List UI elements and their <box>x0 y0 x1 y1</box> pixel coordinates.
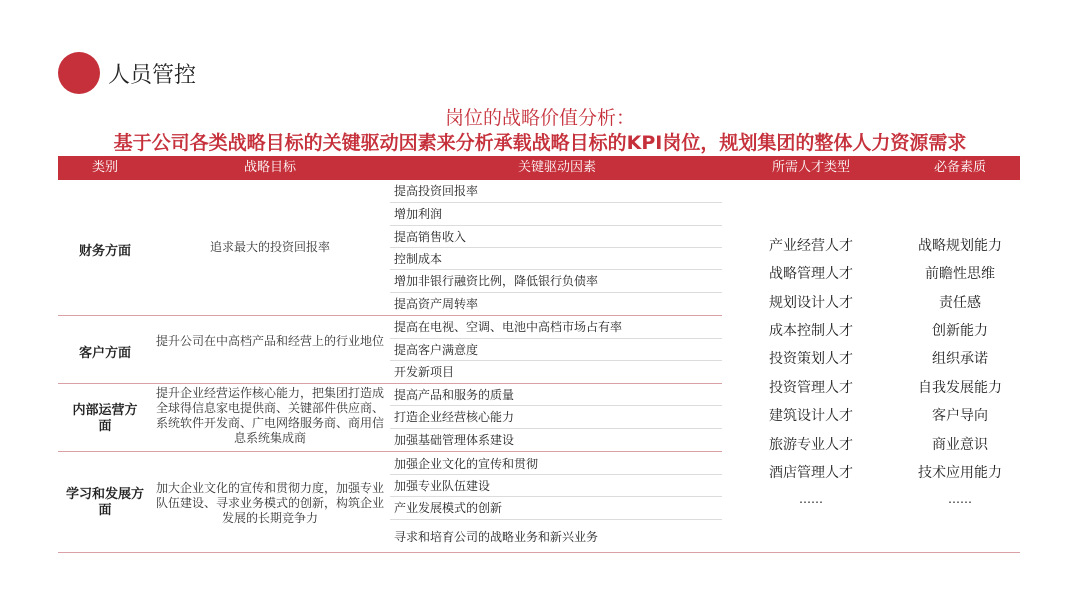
driver-item: 加强基础管理体系建设 <box>394 433 515 447</box>
table-header <box>58 156 1020 180</box>
driver-item: 提高投资回报率 <box>394 184 479 198</box>
talent-type: 规划设计人才 <box>769 295 853 311</box>
quality-item: 创新能力 <box>932 323 988 339</box>
driver-item: 提高产品和服务的质量 <box>394 388 515 402</box>
category-finance: 财务方面 <box>78 244 131 259</box>
row-divider <box>390 360 722 361</box>
row-divider <box>390 405 722 406</box>
column-header-talent: 所需人才类型 <box>771 160 850 175</box>
column-header-category: 类别 <box>91 160 118 175</box>
row-divider <box>390 338 722 339</box>
talent-type: 战略管理人才 <box>769 266 853 282</box>
row-divider <box>390 428 722 429</box>
row-divider <box>390 269 722 270</box>
driver-item: 提高在电视、空调、电池中高档市场占有率 <box>394 320 623 334</box>
header-circle-icon <box>58 52 100 94</box>
driver-item: 开发新项目 <box>394 365 455 379</box>
driver-item: 提高销售收入 <box>394 230 467 244</box>
driver-item: 增加非银行融资比例，降低银行负债率 <box>394 274 599 288</box>
row-divider <box>390 225 722 226</box>
page-title: 人员管控 <box>108 63 197 88</box>
driver-item: 打造企业经营核心能力 <box>394 410 515 424</box>
row-divider <box>390 247 722 248</box>
quality-item-ellipsis: …… <box>948 492 972 506</box>
driver-item: 控制成本 <box>394 252 443 266</box>
row-divider <box>390 202 722 203</box>
talent-type: 投资策划人才 <box>769 351 853 367</box>
driver-item: 增加利润 <box>394 207 443 221</box>
goal-finance: 追求最大的投资回报率 <box>209 240 330 254</box>
talent-type: 酒店管理人才 <box>769 465 853 481</box>
driver-item: 产业发展模式的创新 <box>394 501 503 515</box>
table-bottom-border <box>58 552 1020 553</box>
row-divider <box>390 496 722 497</box>
quality-item: 前瞻性思维 <box>925 266 995 282</box>
column-header-quality: 必备素质 <box>933 160 986 175</box>
column-header-drivers: 关键驱动因素 <box>517 160 596 175</box>
talent-type: 旅游专业人才 <box>769 437 853 453</box>
quality-item: 客户导向 <box>932 408 988 424</box>
column-header-goal: 战略目标 <box>243 160 296 175</box>
talent-type: 建筑设计人才 <box>769 408 853 424</box>
row-divider <box>390 292 722 293</box>
talent-type: 投资管理人才 <box>769 380 853 396</box>
goal-operations: 提升企业经营运作核心能力，把集团打造成全球得信息家电提供商、关键部件供应商、系统软件开发商、广电网络服务商、商用信息系统集成商 <box>155 386 384 445</box>
quality-item: 商业意识 <box>932 437 988 453</box>
section-divider <box>58 451 722 452</box>
subtitle-line-2: 基于公司各类战略目标的关键驱动因素来分析承载战略目标的KPI岗位，规划集团的整体人力资源需求 <box>113 132 967 154</box>
quality-item: 自我发展能力 <box>918 380 1002 396</box>
talent-type: 产业经营人才 <box>769 238 853 254</box>
row-divider <box>390 474 722 475</box>
driver-item: 加强企业文化的宣传和贯彻 <box>394 457 539 471</box>
section-divider <box>58 315 722 316</box>
quality-item: 组织承诺 <box>932 351 988 367</box>
category-operations: 内部运营方面 <box>72 403 138 434</box>
goal-customer: 提升公司在中高档产品和经营上的行业地位 <box>156 334 385 348</box>
driver-item: 加强专业队伍建设 <box>394 479 491 493</box>
row-divider <box>390 519 722 520</box>
goal-learning: 加大企业文化的宣传和贯彻力度，加强专业队伍建设、寻求业务模式的创新，构筑企业发展的长期竞争力 <box>155 481 384 525</box>
driver-item: 提高资产周转率 <box>394 297 479 311</box>
driver-item: 提高客户满意度 <box>394 343 479 357</box>
talent-type: 成本控制人才 <box>769 323 853 339</box>
subtitle-line-1: 岗位的战略价值分析： <box>444 107 635 129</box>
quality-item: 技术应用能力 <box>918 465 1002 481</box>
category-customer: 客户方面 <box>78 346 131 361</box>
driver-item: 寻求和培育公司的战略业务和新兴业务 <box>394 530 599 544</box>
category-learning: 学习和发展方面 <box>65 487 144 518</box>
talent-type-ellipsis: …… <box>799 492 823 506</box>
section-divider <box>58 383 722 384</box>
quality-item: 责任感 <box>939 295 981 311</box>
quality-item: 战略规划能力 <box>918 238 1002 254</box>
